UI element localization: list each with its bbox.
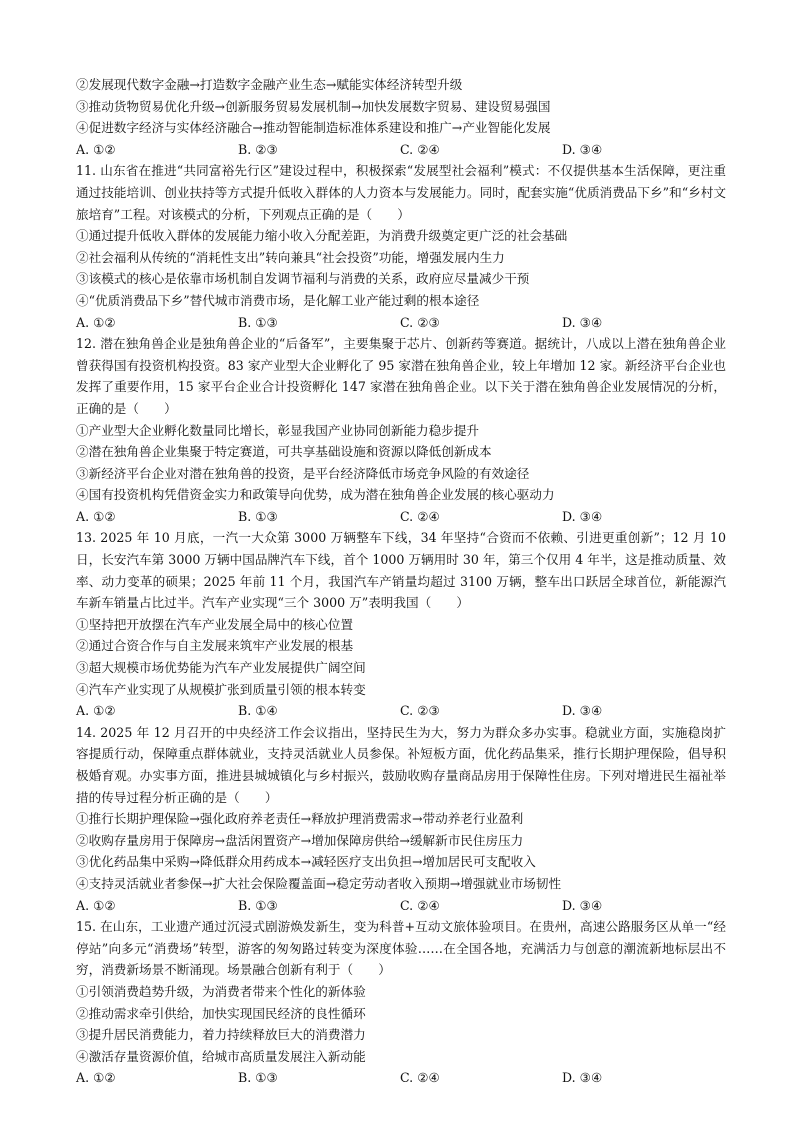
statement: ③该模式的核心是依靠市场机制自发调节福利与消费的关系，政府应尽量减少干预 — [76, 271, 530, 287]
statement: ②收购存量房用于保障房→盘活闲置资产→增加保障房供给→缓解新市民住房压力 — [76, 832, 524, 848]
option-b: B. ①③ — [238, 508, 278, 524]
option-b: B. ①③ — [238, 314, 278, 330]
statement: ②潜在独角兽企业集聚于特定赛道，可共享基础设施和资源以降低创新成本 — [76, 444, 492, 460]
question-stem: 15. 在山东，工业遗产通过沉浸式剧游焕发新生，变为科普+互动文旅体验项目。在贵州，高速公路服务区从单一“经停站”向多元“消费场”转型，游客的匆匆路过转变为深度体验……在全国各地，充满活力与创意的潮流新地标层出不穷，消费新场景不断涌现。场景融合创新有利于（ ） — [76, 919, 726, 978]
statement: ③优化药品集中采购→降低群众用药成本→减轻医疗支出负担→增加居民可支配收入 — [76, 854, 536, 870]
option-a: A. ①② — [76, 1070, 116, 1086]
question-10-tail — [76, 74, 726, 160]
statement: ④国有投资机构凭借资金实力和政策导向优势，成为潜在独角兽企业发展的核心驱动力 — [76, 487, 555, 503]
statement: ②发展现代数字金融→打造数字金融产业生态→赋能实体经济转型升级 — [76, 77, 463, 92]
option-c: C. ②③ — [400, 314, 440, 330]
option-b: B. ①③ — [238, 897, 278, 913]
statement: ①推行长期护理保险→强化政府养老责任→释放护理消费需求→带动养老行业盈利 — [76, 811, 524, 827]
statement: ②通过合资合作与自主发展来筑牢产业发展的根基 — [76, 638, 354, 654]
question-11 — [76, 160, 726, 333]
statement: ①引领消费趋势升级，为消费者带来个性化的新体验 — [76, 983, 366, 999]
option-c: C. ②④ — [400, 897, 440, 913]
answer-options — [76, 700, 726, 722]
question-12 — [76, 333, 726, 527]
question-stem: 13. 2025 年 10 月底，一汽一大众第 3000 万辆整车下线，34 年坚持“合资而不依赖、引进更重创新”；12 月 10 日，长安汽车第 3000 万辆中国品牌汽车下线，首个 1000 万辆用时 30 年，第三个仅用 4 年半，这是推动质量、效率、动力变革的硕果；2025 年前 11 个月，我国汽车产销量均超过 3100 万辆，整车出口跃居全球首位，新能源汽车新车销量占比过半。汽车产业实现“三个 3000 万”表明我国（ ） — [76, 530, 726, 611]
option-d: D. ③④ — [562, 141, 603, 157]
statement: ③新经济平台企业对潜在独角兽的投资，是平台经济降低市场竞争风险的有效途径 — [76, 465, 530, 481]
option-b: B. ①③ — [238, 1070, 278, 1086]
statement: ③推动货物贸易优化升级→创新服务贸易发展机制→加快发展数字贸易、建设贸易强国 — [76, 98, 551, 114]
answer-options — [76, 895, 726, 917]
question-stem: 14. 2025 年 12 月召开的中央经济工作会议指出，坚持民生为大，努力为群众多办实事。稳就业方面，实施稳岗扩容提质行动，保障重点群体就业，支持灵活就业人员参保。补短板方面，优化药品集采，推行长期护理保险，倡导积极婚育观。办实事方面，推进县城城镇化与乡村振兴，鼓励收购存量商品房用于保障性住房。下列对增进民生福祉举措的传导过程分析正确的是（ ） — [76, 724, 726, 805]
statement: ①通过提升低收入群体的发展能力缩小收入分配差距，为消费升级奠定更广泛的社会基础 — [76, 228, 568, 244]
statement: ①产业型大企业孵化数量同比增长，彰显我国产业协同创新能力稳步提升 — [76, 422, 479, 438]
option-a: A. ①② — [76, 897, 116, 913]
statement: ②社会福利从传统的“消耗性支出”转向兼具“社会投资”功能，增强发展内生力 — [76, 249, 505, 265]
question-stem: 11. 山东省在推进“共同富裕先行区”建设过程中，积极探索“发展型社会福利”模式：不仅提供基本生活保障，更注重通过技能培训、创业扶持等方式提升低收入群体的人力资本与发展能力。同时，配套实施“优质消费品下乡”和“乡村文旅培育”工程。对该模式的分析，下列观点正确的是（ ） — [76, 163, 726, 222]
option-a: A. ①② — [76, 314, 116, 330]
option-d: D. ③④ — [562, 508, 603, 524]
statement: ④促进数字经济与实体经济融合→推动智能制造标准体系建设和推广→产业智能化发展 — [76, 120, 551, 136]
statement: ③超大规模市场优势能为汽车产业发展提供广阔空间 — [76, 660, 366, 676]
question-15 — [76, 916, 726, 1089]
option-a: A. ①② — [76, 508, 116, 524]
statement: ①坚持把开放摆在汽车产业发展全局中的核心位置 — [76, 616, 354, 632]
option-d: D. ③④ — [562, 703, 603, 719]
option-b: B. ①④ — [238, 703, 278, 719]
option-c: C. ②④ — [400, 508, 440, 524]
option-d: D. ③④ — [562, 314, 603, 330]
option-a: A. ①② — [76, 703, 116, 719]
question-13 — [76, 527, 726, 721]
statement: ③提升居民消费能力，着力持续释放巨大的消费潜力 — [76, 1027, 366, 1043]
option-a: A. ①② — [76, 141, 116, 157]
option-c: C. ②④ — [400, 1070, 440, 1086]
answer-options — [76, 312, 726, 334]
answer-options — [76, 506, 726, 528]
statement: ④支持灵活就业者参保→扩大社会保险覆盖面→稳定劳动者收入预期→增强就业市场韧性 — [76, 875, 562, 891]
option-d: D. ③④ — [562, 1070, 603, 1086]
exam-page — [76, 74, 726, 1089]
statement: ④“优质消费品下乡”替代城市消费市场，是化解工业产能过剩的根本途径 — [76, 292, 480, 308]
answer-options — [76, 1067, 726, 1089]
option-b: B. ②③ — [238, 141, 278, 157]
statement: ④激活存量资源价值，给城市高质量发展注入新动能 — [76, 1048, 366, 1064]
statement: ②推动需求牵引供给，加快实现国民经济的良性循环 — [76, 1005, 366, 1021]
option-c: C. ②④ — [400, 141, 440, 157]
answer-options — [76, 139, 726, 161]
option-d: D. ③④ — [562, 897, 603, 913]
statement: ④汽车产业实现了从规模扩张到质量引领的根本转变 — [76, 681, 366, 697]
question-14 — [76, 722, 726, 916]
option-c: C. ②③ — [400, 703, 440, 719]
question-stem: 12. 潜在独角兽企业是独角兽企业的“后备军”，主要集聚于芯片、创新药等赛道。据统计，八成以上潜在独角兽企业曾获得国有投资机构投资。83 家产业型大企业孵化了 95 家潜在独角兽企业，较上年增加 12 家。新经济平台企业也发挥了重要作用，15 家平台企业合计投资孵化 147 家潜在独角兽企业。以下关于潜在独角兽企业发展情况的分析，正确的是（ ） — [76, 336, 726, 416]
